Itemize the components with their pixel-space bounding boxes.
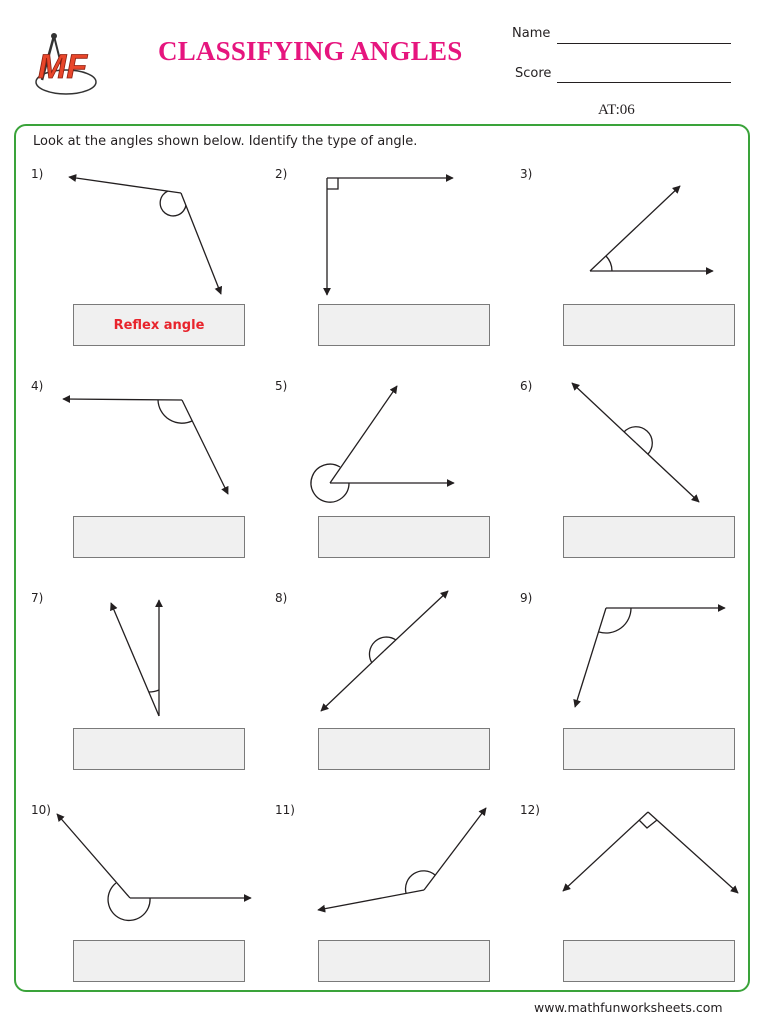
worksheet-code: AT:06 xyxy=(598,102,635,118)
footer-website: www.mathfunworksheets.com xyxy=(534,1000,723,1015)
answer-box-5[interactable] xyxy=(318,516,490,558)
question-number: 8) xyxy=(275,591,288,605)
question-number: 7) xyxy=(31,591,44,605)
angle-figure-2 xyxy=(327,178,453,295)
name-label: Name xyxy=(512,26,551,41)
answer-box-10[interactable] xyxy=(73,940,245,982)
answer-box-3[interactable] xyxy=(563,304,735,346)
question-number: 6) xyxy=(520,379,533,393)
question-number: 10) xyxy=(31,803,51,817)
angle-figure-12 xyxy=(563,812,738,893)
angle-figure-9 xyxy=(575,608,725,707)
angle-figure-7 xyxy=(111,600,159,716)
answer-box-7[interactable] xyxy=(73,728,245,770)
angle-figure-6 xyxy=(572,383,699,502)
answer-box-12[interactable] xyxy=(563,940,735,982)
angle-figure-4 xyxy=(63,399,228,494)
question-number: 9) xyxy=(520,591,533,605)
answer-box-4[interactable] xyxy=(73,516,245,558)
answer-box-6[interactable] xyxy=(563,516,735,558)
angle-figure-10 xyxy=(57,814,251,920)
question-number: 11) xyxy=(275,803,295,817)
angle-figure-5 xyxy=(311,386,454,502)
question-number: 5) xyxy=(275,379,288,393)
answer-box-8[interactable] xyxy=(318,728,490,770)
question-number: 4) xyxy=(31,379,44,393)
answer-box-1[interactable]: Reflex angle xyxy=(73,304,245,346)
angle-figure-1 xyxy=(69,177,221,294)
angle-figure-8 xyxy=(321,591,448,711)
logo-text: MF xyxy=(38,48,88,86)
angle-figure-11 xyxy=(318,808,486,910)
angle-figure-3 xyxy=(590,186,713,271)
answer-box-2[interactable] xyxy=(318,304,490,346)
question-number: 1) xyxy=(31,167,44,181)
answer-box-11[interactable] xyxy=(318,940,490,982)
score-label: Score xyxy=(515,66,552,81)
worksheet-title: CLASSIFYING ANGLES xyxy=(158,36,463,66)
instructions: Look at the angles shown below. Identify the type of angle. xyxy=(33,134,418,149)
question-number: 12) xyxy=(520,803,540,817)
question-number: 2) xyxy=(275,167,288,181)
answer-box-9[interactable] xyxy=(563,728,735,770)
question-number: 3) xyxy=(520,167,533,181)
